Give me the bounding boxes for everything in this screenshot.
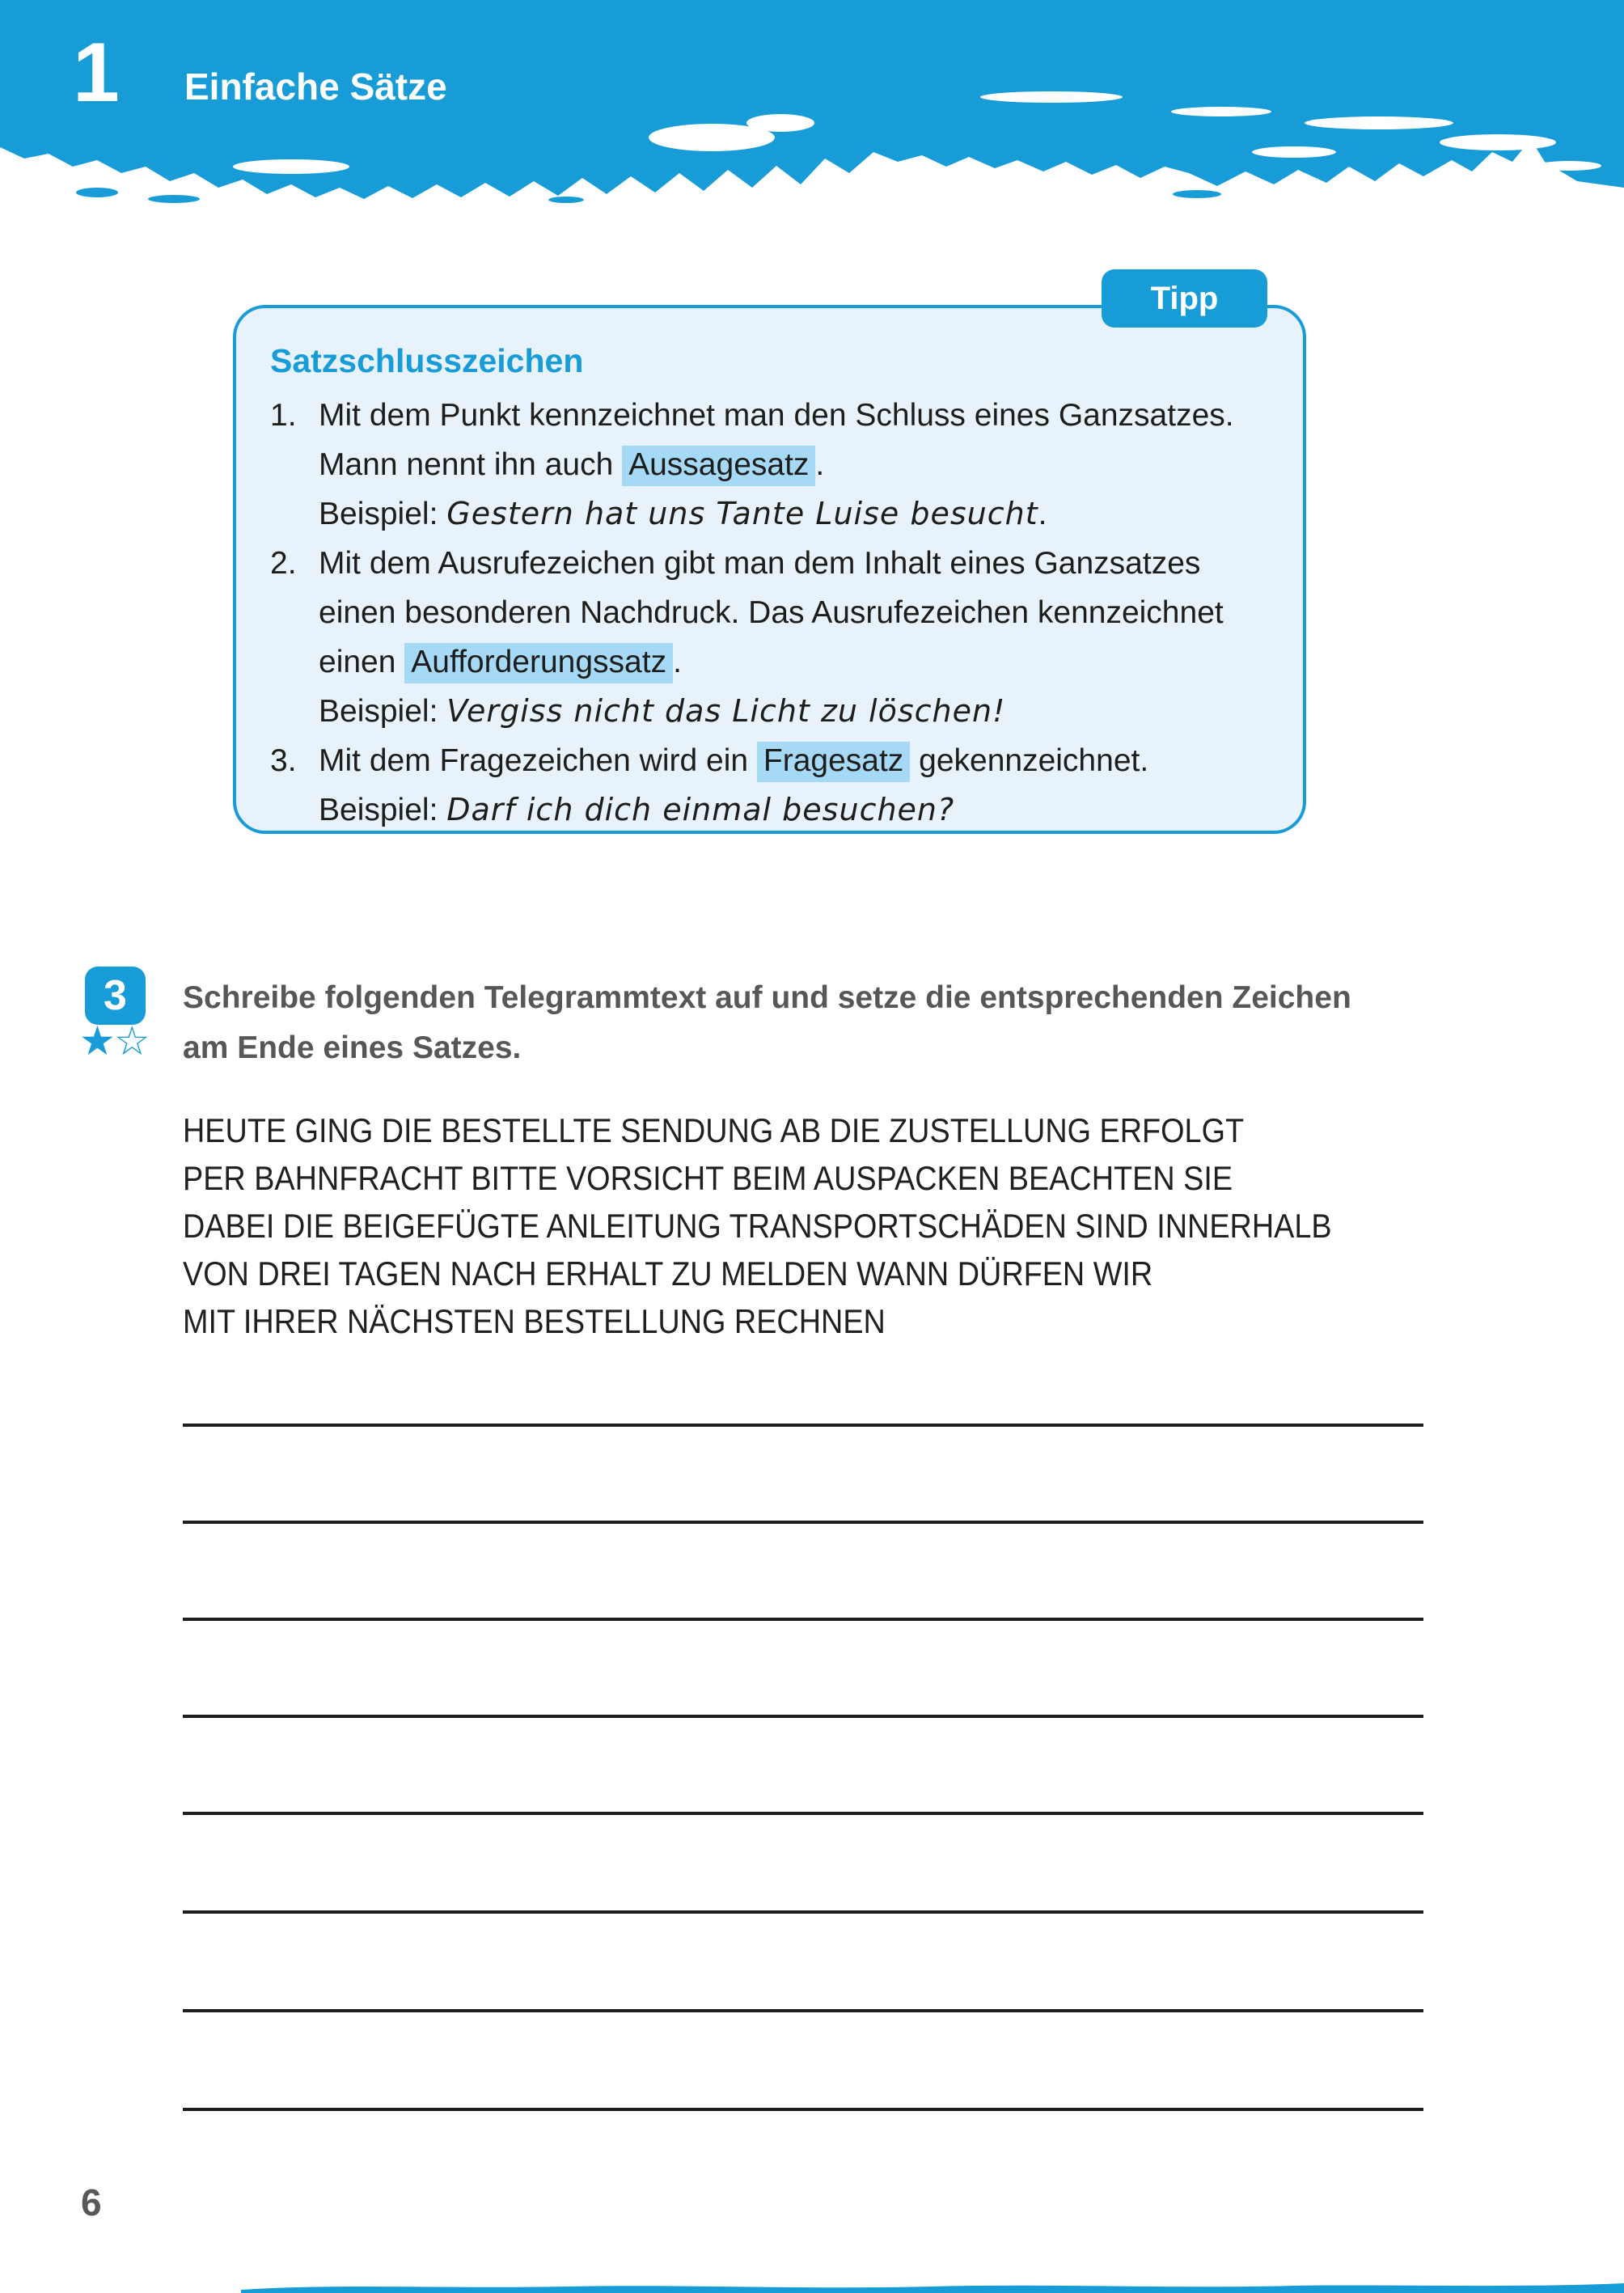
example-label: Beispiel:: [319, 793, 447, 827]
chapter-number: 1: [73, 26, 120, 120]
tip-text-segment: einen besonderen Nachdruck. Das Ausrufezeichen kennzeichnet: [319, 595, 1224, 630]
highlighted-term: Fragesatz: [757, 742, 910, 782]
exercise-number: 3: [104, 972, 127, 1019]
exercise-number-badge: [85, 967, 146, 1025]
writing-line: [183, 1618, 1423, 1621]
star-outline-icon: ☆: [113, 1017, 149, 1064]
tip-box: [233, 305, 1306, 834]
tip-item-3: [270, 736, 1271, 835]
writing-line: [183, 1812, 1423, 1815]
tip-line: [319, 391, 1271, 440]
highlighted-term: Aussagesatz: [622, 446, 815, 486]
writing-line: [183, 1424, 1423, 1427]
handwritten-example: Gestern hat uns Tante Luise besucht: [446, 496, 1038, 531]
tip-example-line: [319, 687, 1271, 736]
highlighted-term: Aufforderungssatz: [404, 643, 673, 683]
writing-line: [183, 1910, 1423, 1914]
writing-line: [183, 1521, 1423, 1524]
writing-line: [183, 1715, 1423, 1718]
tip-line: [319, 588, 1271, 637]
tip-text-segment: Mit dem Ausrufezeichen gibt man dem Inhalt eines Ganzsatzes: [319, 546, 1201, 581]
tip-text-segment: Mit dem Fragezeichen wird ein: [319, 743, 757, 778]
page-number: 6: [81, 2181, 102, 2223]
example-label: Beispiel:: [319, 694, 447, 729]
exercise-instruction: [183, 973, 1444, 1073]
writing-line: [183, 2009, 1423, 2012]
tip-tab: [1102, 269, 1267, 328]
writing-line: [183, 2108, 1423, 2111]
tip-text-segment: .: [1038, 497, 1047, 531]
chapter-title: Einfache Sätze: [184, 66, 447, 108]
tip-line: [319, 637, 1271, 687]
tip-item-number: 1.: [270, 398, 297, 433]
tip-text-segment: Mit dem Punkt kennzeichnet man den Schluss eines Ganzsatzes.: [319, 398, 1234, 433]
tip-item-text: [319, 736, 1271, 835]
instruction-line: am Ende eines Satzes.: [183, 1030, 522, 1065]
tip-text-segment: Mann nennt ihn auch: [319, 447, 623, 482]
tip-text-segment: einen: [319, 645, 405, 679]
instruction-line: Schreibe folgenden Telegrammtext auf und setze die entsprechenden Zeichen: [183, 980, 1351, 1015]
tip-example-line: [319, 785, 1271, 835]
telegram-text: [183, 1106, 1332, 1345]
tip-item-text: [319, 539, 1271, 736]
tip-line: [319, 440, 1271, 489]
example-label: Beispiel:: [319, 497, 447, 531]
bottom-brush-stripe: [0, 2280, 1624, 2293]
tip-tab-label: Tipp: [1150, 280, 1219, 316]
difficulty-stars: [79, 1017, 149, 1064]
tip-item-number: 3.: [270, 743, 297, 778]
tip-item-number: 2.: [270, 546, 297, 581]
handwritten-example: Vergiss nicht das Licht zu löschen!: [446, 693, 1006, 729]
tip-item-1: [270, 391, 1271, 539]
tip-line: [319, 736, 1271, 785]
tip-item-text: [319, 391, 1271, 539]
tip-text-segment: .: [815, 447, 825, 482]
telegram-line: VON DREI TAGEN NACH ERHALT ZU MELDEN WANN DÜRFEN WIR: [183, 1254, 1153, 1292]
tip-heading: Satzschlusszeichen: [270, 342, 584, 379]
tip-example-line: [319, 489, 1271, 539]
tip-item-2: [270, 539, 1271, 736]
telegram-line: DABEI DIE BEIGEFÜGTE ANLEITUNG TRANSPORTSCHÄDEN SIND INNERHALB: [183, 1207, 1332, 1245]
telegram-line: MIT IHRER NÄCHSTEN BESTELLUNG RECHNEN: [183, 1302, 886, 1340]
tip-text-segment: .: [673, 645, 682, 679]
star-filled-icon: ★: [79, 1017, 114, 1064]
telegram-line: PER BAHNFRACHT BITTE VORSICHT BEIM AUSPACKEN BEACHTEN SIE: [183, 1159, 1233, 1197]
tip-text-segment: gekennzeichnet.: [910, 743, 1149, 778]
telegram-line: HEUTE GING DIE BESTELLTE SENDUNG AB DIE ZUSTELLUNG ERFOLGT: [183, 1111, 1245, 1149]
handwritten-example: Darf ich dich einmal besuchen?: [446, 792, 955, 827]
tip-line: [319, 539, 1271, 588]
